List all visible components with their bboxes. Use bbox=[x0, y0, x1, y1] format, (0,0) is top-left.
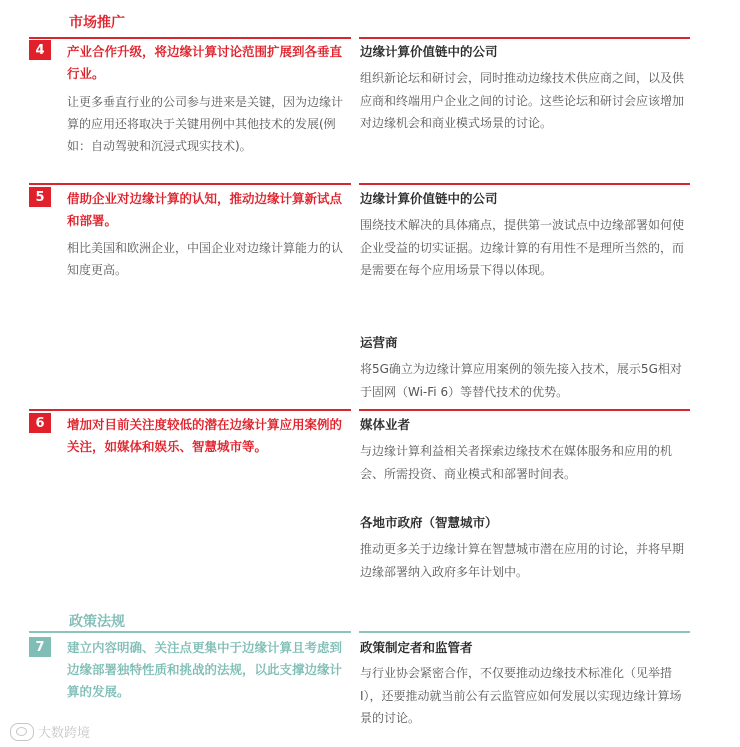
watermark-text: 大数跨境 bbox=[38, 726, 91, 741]
row-body: 让更多垂直行业的公司参与进来是关键，因为边缘计算的应用还将取决于关键用例中其他技术的发展(例如：自动驾驶和沉浸式现实技术)。 bbox=[67, 95, 344, 153]
row-body: 相比美国和欧洲企业，中国企业对边缘计算能力的认知度更高。 bbox=[67, 241, 344, 277]
row-divider bbox=[29, 37, 690, 39]
section-title-market: 市场推广 bbox=[69, 15, 125, 31]
stakeholder-heading: 边缘计算价值链中的公司 bbox=[360, 44, 498, 59]
watermark bbox=[10, 722, 90, 741]
stakeholder-heading: 边缘计算价值链中的公司 bbox=[360, 191, 498, 206]
row-number-badge: 4 bbox=[29, 40, 51, 60]
watermark-logo-icon bbox=[10, 723, 34, 741]
row-number-badge: 7 bbox=[29, 637, 51, 657]
stakeholder-action: 围绕技术解决的具体痛点，提供第一波试点中边缘部署如何使企业受益的切实证据。边缘计算的有用性不是理所当然的，而是需要在每个应用场景下得以体现。 bbox=[360, 218, 685, 277]
row-number-badge: 5 bbox=[29, 187, 51, 207]
row-divider bbox=[29, 183, 690, 185]
stakeholder-action: 与行业协会紧密合作，不仅要推动边缘技术标准化（见举措I），还要推动就当前公有云监管应如何发展以实现边缘计算场景的讨论。 bbox=[360, 666, 682, 725]
stakeholder-heading: 运营商 bbox=[360, 335, 398, 350]
stakeholder-action: 推动更多关于边缘计算在智慧城市潜在应用的讨论，并将早期边缘部署纳入政府多年计划中。 bbox=[360, 542, 685, 579]
row-divider bbox=[29, 631, 690, 633]
row-headline: 产业合作升级，将边缘计算讨论范围扩展到各垂直行业。 bbox=[67, 44, 343, 81]
row-headline: 借助企业对边缘计算的认知，推动边缘计算新试点和部署。 bbox=[67, 191, 343, 228]
stakeholder-action: 组织新论坛和研讨会，同时推动边缘技术供应商之间，以及供应商和终端用户企业之间的讨论。这些论坛和研讨会应该增加对边缘机会和商业模式场景的讨论。 bbox=[360, 71, 685, 130]
stakeholder-action: 将5G确立为边缘计算应用案例的领先接入技术，展示5G相对于固网（Wi-Fi 6）等替代技术的优势。 bbox=[360, 362, 682, 399]
stakeholder-heading: 政策制定者和监管者 bbox=[360, 640, 473, 655]
stakeholder-heading: 媒体业者 bbox=[360, 417, 411, 432]
section-title-policy: 政策法规 bbox=[69, 614, 125, 630]
row-headline: 增加对目前关注度较低的潜在边缘计算应用案例的关注，如媒体和娱乐、智慧城市等。 bbox=[67, 417, 343, 454]
row-headline: 建立内容明确、关注点更集中于边缘计算且考虑到边缘部署独特性质和挑战的法规，以此支撑边缘计算的发展。 bbox=[67, 640, 343, 699]
row-divider bbox=[29, 409, 690, 411]
stakeholder-heading: 各地市政府（智慧城市） bbox=[360, 515, 498, 530]
row-number-badge: 6 bbox=[29, 413, 51, 433]
stakeholder-action: 与边缘计算利益相关者探索边缘技术在媒体服务和应用的机会、所需投资、商业模式和部署时间表。 bbox=[360, 444, 673, 481]
